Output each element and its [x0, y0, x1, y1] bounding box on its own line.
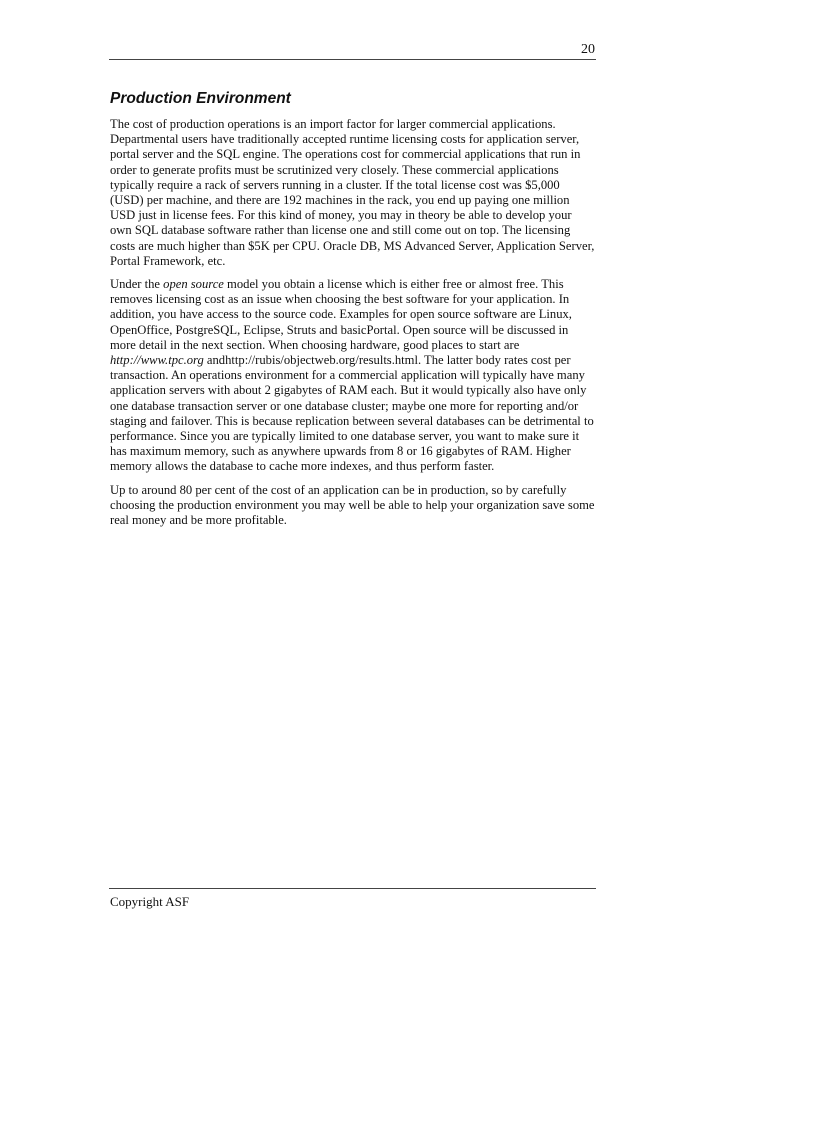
paragraph-open-source-lead: Under the: [110, 277, 164, 292]
paragraph-open-source-body: model you obtain a license which is either free or almost free. This removes licensing cost as an issue when choosing the best software for your application. In addition, you have access to the source code. Examples for open source software are Linux, OpenOffice, PostgreSQL, Eclipse, Struts and basicPortal. Open source will be discussed in more detail in the next section. When choosing hardware, good places to start are: [110, 277, 572, 352]
paragraph-open-source: [110, 277, 596, 475]
footer-copyright: Copyright ASF: [110, 894, 190, 909]
paragraph-open-source-tail: andhttp://rubis/objectweb.org/results.html. The latter body rates cost per transaction. An operations environment for a commercial application will typically have many application servers with about 2 gigabytes of RAM each. But it would typically also have only one database transaction server or one database cluster; maybe one more for reporting and/or staging and failover. This is because replication between several databases can be detrimental to performance. Since you are typically limited to one database server, you want to make sure it has maximum memory, such as anywhere upwards from 8 or 16 gigabytes of RAM. Higher memory allows the database to cache more indexes, and thus perform faster.: [110, 353, 594, 474]
tpc-url: http://www.tpc.org: [110, 353, 204, 368]
section-heading: Production Environment: [110, 90, 291, 107]
body-text: [110, 117, 596, 536]
header-divider: [109, 59, 596, 60]
paragraph-cost-summary: Up to around 80 per cent of the cost of an application can be in production, so by carefully choosing the production environment you may well be able to help your organization save some real money and be more profitable.: [110, 482, 595, 528]
footer-divider: [109, 888, 596, 889]
page-number: 20: [581, 42, 595, 57]
open-source-term: open source: [163, 277, 224, 292]
paragraph-production-costs: The cost of production operations is an import factor for larger commercial applications. Departmental users have traditionally accepted runtime licensing costs for application server, portal server and the SQL engine. The operations cost for commercial applications that run in order to generate profits must be scrutinized very closely. These commercial applications typically require a rack of servers running in a cluster. If the total license cost was $5,000 (USD) per machine, and there are 192 machines in the rack, you end up paying one million USD just in license fees. For this kind of money, you may in theory be able to develop your own SQL database software rather than license one and still come out on top. The licensing costs are much higher than $5K per CPU. Oracle DB, MS Advanced Server, Application Server, Portal Framework, etc.: [110, 117, 595, 268]
